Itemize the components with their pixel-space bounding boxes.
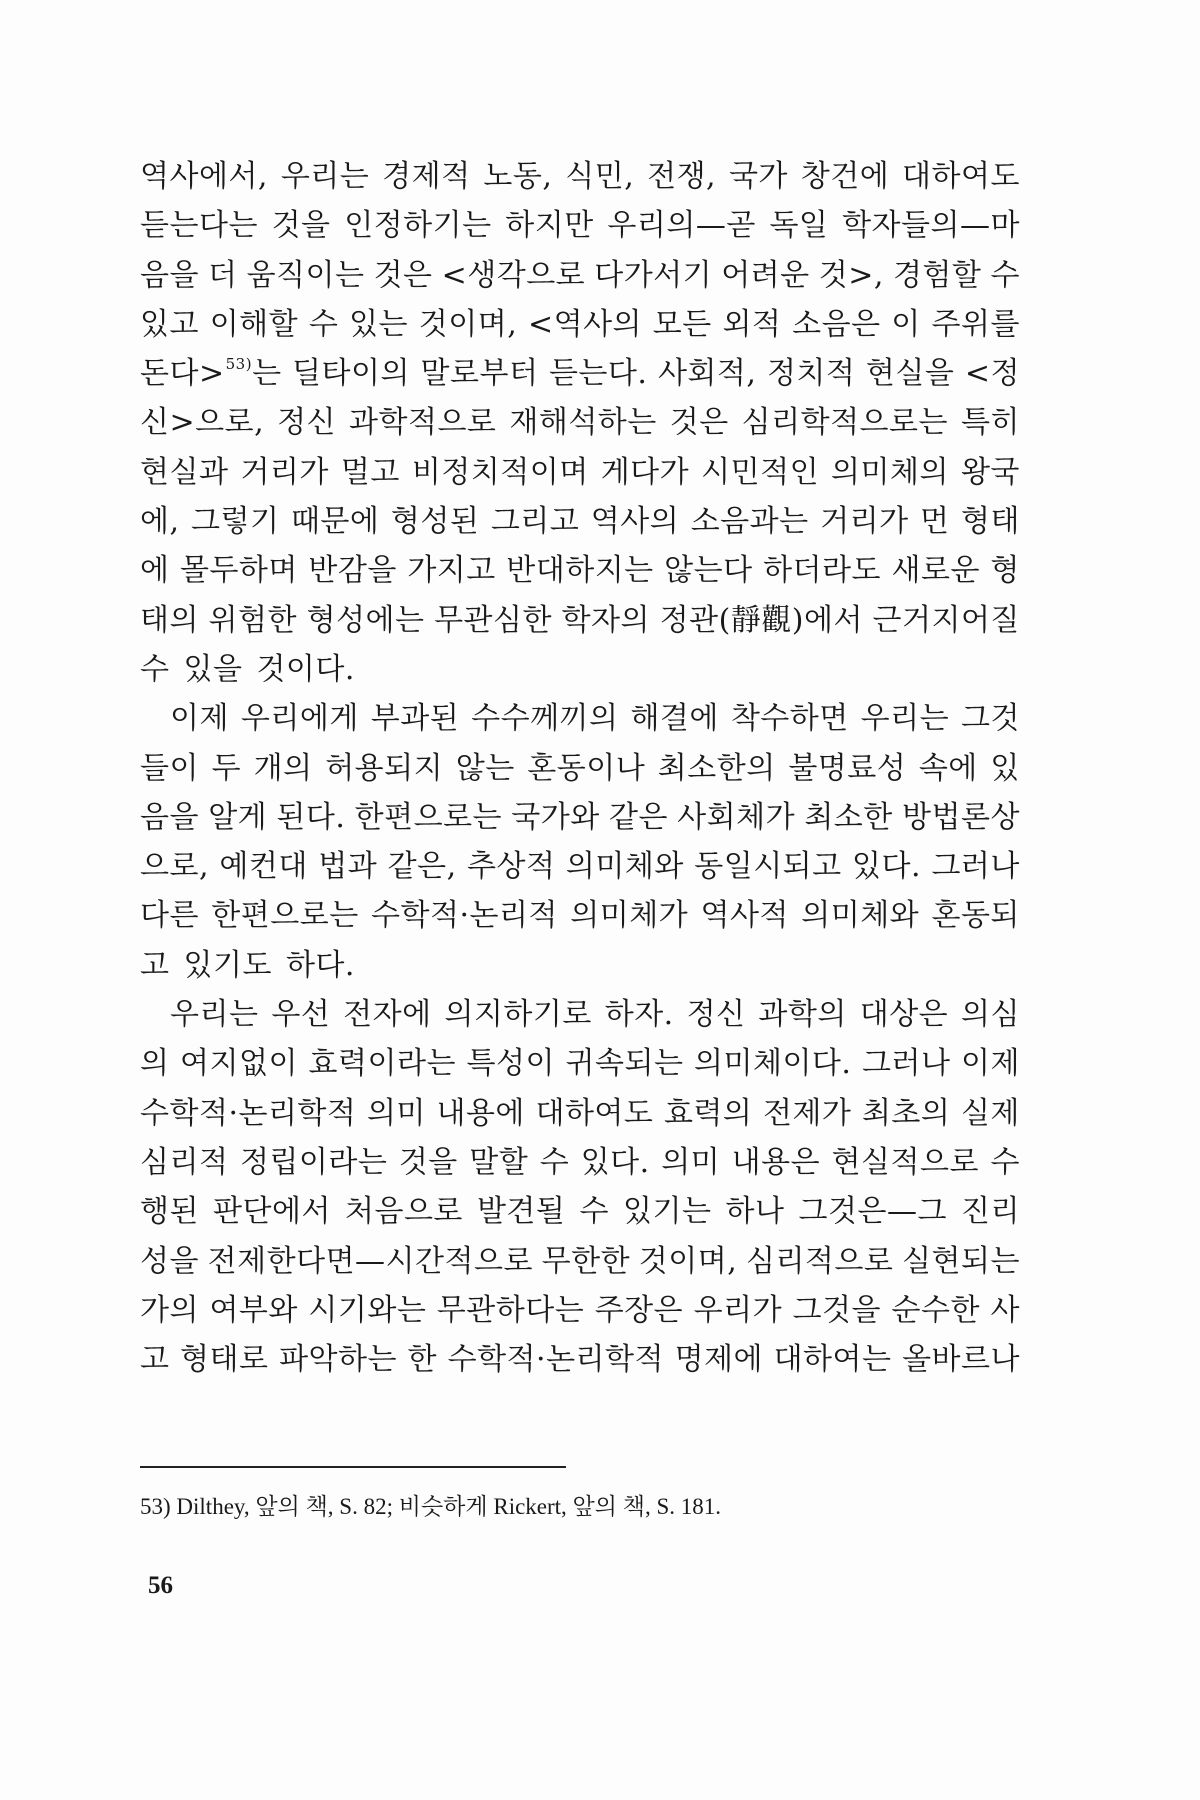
word: 사회체가	[677, 799, 796, 835]
word: 움직이는	[246, 257, 365, 293]
word: 하지만	[505, 208, 594, 244]
word: 의미체와	[801, 898, 920, 934]
word: 대하여도	[535, 1095, 654, 1131]
word: 그것	[961, 701, 1020, 737]
word: 형태로	[180, 1342, 269, 1378]
paragraph	[140, 694, 1020, 990]
word: 역사에서,	[140, 159, 268, 194]
word: 그것은—그	[798, 1194, 947, 1230]
word: 역사의	[590, 504, 680, 540]
word: 돈다>$^{53)}$는	[140, 355, 282, 392]
word: 고	[140, 1342, 170, 1378]
word: 의심	[961, 997, 1020, 1033]
word: 주위를	[931, 306, 1020, 342]
text-line	[140, 891, 1020, 940]
word: 그리고	[490, 504, 580, 540]
word: 것을	[398, 1144, 458, 1180]
word: 최소한	[804, 799, 893, 835]
word: 이	[891, 306, 921, 342]
word: 같은	[608, 799, 668, 835]
text-line	[140, 694, 1020, 743]
word: 무관하다는	[436, 1292, 585, 1328]
word: 정신	[277, 405, 337, 441]
word: 시민적인	[701, 454, 820, 490]
word: 고	[140, 947, 170, 983]
word: 진리	[960, 1194, 1020, 1230]
word: 창건에	[800, 159, 890, 194]
word: 에	[140, 553, 170, 589]
word: 무관심한	[434, 602, 552, 638]
word: 우리는	[860, 701, 950, 737]
word: 가지고	[407, 553, 496, 589]
word: 것이며,	[418, 306, 518, 342]
word: 정립이라는	[239, 1144, 388, 1180]
word: 불명료성	[788, 750, 907, 786]
word: 된다.	[276, 799, 346, 835]
word: <역사의	[527, 306, 643, 342]
word: 한편으로는	[354, 799, 503, 835]
word: 경험할	[892, 257, 982, 293]
word: 효력의	[663, 1095, 753, 1131]
word: 않는다	[664, 553, 753, 589]
word: 의미	[661, 1144, 721, 1180]
word: 착수하면	[730, 701, 849, 737]
word: 것이며,	[638, 1243, 738, 1279]
word: 태의	[140, 602, 199, 638]
word: 법과	[318, 849, 378, 885]
word: 있는	[349, 306, 409, 342]
word: 두	[211, 750, 242, 786]
word: 심리적	[140, 1144, 229, 1180]
paragraph	[140, 152, 1020, 694]
word: 최소한의	[657, 750, 776, 786]
word: 특성이	[466, 1046, 555, 1082]
word: 신>으로,	[140, 405, 265, 441]
word: 우리의—곧	[607, 208, 756, 244]
word: 우리는	[280, 159, 370, 194]
word: 있다.	[852, 849, 922, 885]
word: 학자들의—마	[842, 208, 1020, 244]
word: 허용되지	[325, 750, 444, 786]
word: 인정하기는	[344, 208, 492, 244]
word: 실현되는	[902, 1243, 1020, 1279]
word: 것은	[669, 405, 729, 441]
text-line	[140, 546, 1020, 595]
word: 전쟁,	[647, 159, 717, 194]
word: 사회적,	[657, 356, 757, 392]
word: 반대하지는	[506, 553, 654, 589]
word: 비정치적이며	[411, 454, 589, 490]
word: 추상적	[467, 849, 556, 885]
word: 정신	[686, 997, 746, 1033]
word: 의미체의	[831, 454, 949, 490]
word: 알게	[208, 799, 268, 835]
word: 그것을	[792, 1292, 882, 1328]
footnote-reference[interactable]: 53)	[225, 355, 253, 374]
word: 외적	[722, 306, 782, 342]
word: 하자.	[604, 997, 674, 1033]
text-line	[140, 645, 1020, 694]
word: 때문에	[290, 504, 380, 540]
word: 실제	[960, 1095, 1020, 1131]
word: 않는	[455, 750, 515, 786]
word: 학자의	[561, 602, 651, 638]
word: 효력이라는	[308, 1046, 456, 1082]
text-line	[140, 497, 1020, 546]
word: 현실과	[140, 454, 229, 490]
word: 왕국	[960, 454, 1020, 490]
word: 현실을	[865, 356, 955, 392]
word: 판단에서	[213, 1194, 331, 1230]
word: 가의	[140, 1292, 199, 1328]
word: 있고	[140, 306, 199, 342]
word: 수	[308, 306, 339, 342]
word: 모든	[652, 306, 712, 342]
text-line	[140, 1286, 1020, 1335]
word: 우리가	[693, 1292, 783, 1328]
word: 혼동되	[931, 898, 1020, 934]
word: 발견될	[476, 1194, 566, 1230]
word: 전제한다면—시간적으로	[207, 1243, 533, 1279]
text-line	[140, 941, 1020, 990]
word: 이해할	[209, 306, 299, 342]
word: 수학적·논리학적	[140, 1095, 357, 1131]
word: 하다.	[285, 947, 355, 983]
word: 에,	[140, 504, 180, 540]
word: 부과된	[370, 701, 460, 737]
word: 근거지어질	[872, 602, 1020, 638]
word: 국가	[728, 159, 788, 194]
word: 의지하기로	[444, 997, 592, 1033]
word: 그렇기	[191, 504, 280, 540]
word: 전자에	[343, 997, 432, 1033]
word: 귀속되는	[565, 1046, 684, 1082]
text-line	[140, 300, 1020, 349]
word: 어려운	[721, 257, 810, 293]
word: 독일	[769, 208, 829, 244]
word: 있	[990, 750, 1020, 786]
word: 수	[990, 257, 1020, 293]
word: 재해석하는	[509, 405, 657, 441]
word: 과학의	[758, 997, 847, 1033]
text-line	[140, 349, 1020, 398]
word: <정	[964, 356, 1020, 392]
word: 한	[407, 1342, 438, 1378]
word: 여부와	[209, 1292, 298, 1328]
word: 형태	[961, 504, 1020, 540]
word: 수학적·논리적	[371, 898, 558, 934]
word: <생각으로	[441, 257, 586, 293]
word: 시기와는	[308, 1292, 427, 1328]
footnote-divider	[140, 1466, 566, 1468]
text-line	[140, 596, 1020, 645]
word: 있을	[183, 651, 243, 687]
word: 말할	[469, 1144, 529, 1180]
word: 딜타이의	[292, 356, 410, 392]
word: 심리학적으로는	[741, 405, 949, 441]
word: 듣는다.	[548, 356, 648, 392]
word: 국가와	[511, 799, 600, 835]
text-line	[140, 251, 1020, 300]
text-line	[140, 1138, 1020, 1187]
word: 있다.	[580, 1144, 650, 1180]
word: 것이다.	[256, 651, 355, 687]
word: 있기는	[622, 1194, 712, 1230]
word: 새로운	[891, 553, 980, 589]
word: 최초의	[861, 1095, 951, 1131]
word: 있기도	[183, 947, 272, 983]
text-line	[140, 1237, 1020, 1286]
word: 으로,	[140, 849, 209, 885]
word: 경제적	[382, 159, 471, 194]
word: 이제	[170, 701, 229, 737]
word: 행된	[140, 1194, 199, 1230]
word: 형	[990, 553, 1020, 589]
word: 사	[990, 1292, 1020, 1328]
text-line	[140, 398, 1020, 447]
word: 수	[140, 651, 170, 687]
footnote-53: 53) Dilthey, 앞의 책, S. 82; 비슷하게 Rickert, 앞의 책, S. 181.	[140, 1494, 722, 1519]
text-line	[140, 1187, 1020, 1236]
word: 같은,	[387, 849, 457, 885]
word: 처음으로	[344, 1194, 463, 1230]
word: 역사적	[700, 898, 789, 934]
word: 의미	[366, 1095, 426, 1131]
word: 대하여는	[773, 1342, 892, 1378]
word: 수수께끼의	[471, 701, 619, 737]
word: 하나	[725, 1194, 785, 1230]
word: 내용에	[436, 1095, 525, 1131]
word: 것은	[373, 257, 433, 293]
word: 개의	[253, 750, 313, 786]
body-text	[140, 152, 1020, 1384]
word: 현실적으로	[831, 1144, 979, 1180]
word: 올바르나	[902, 1342, 1020, 1378]
text-line	[140, 1039, 1020, 1088]
word: 그러나	[862, 1046, 951, 1082]
word: 무한한	[541, 1243, 631, 1279]
word: 그러나	[931, 849, 1020, 885]
text-line	[140, 990, 1020, 1039]
word: 우리에게	[240, 701, 359, 737]
text-line	[140, 793, 1020, 842]
word: 해결에	[630, 701, 719, 737]
word: 듣는다는	[140, 208, 258, 244]
word: 게다가	[600, 454, 690, 490]
word: 정관(靜觀)에서	[659, 602, 863, 638]
text-line	[140, 152, 1020, 201]
word: 대상은	[859, 997, 949, 1033]
word: 다른	[140, 898, 199, 934]
word: 의미체가	[570, 898, 689, 934]
word: 동일시되고	[694, 849, 842, 885]
word: 우리는	[170, 997, 259, 1033]
word: 하더라도	[763, 553, 881, 589]
word: 의미체와	[565, 849, 684, 885]
text-line	[140, 201, 1020, 250]
word: 더	[208, 257, 238, 293]
word: 거리가	[240, 454, 329, 490]
word: 먼	[920, 504, 950, 540]
word: 주장은	[594, 1292, 684, 1328]
word: 내용은	[731, 1144, 821, 1180]
word: 여지없이	[180, 1046, 298, 1082]
text-line	[140, 744, 1020, 793]
paragraph	[140, 990, 1020, 1384]
word: 몰두하며	[179, 553, 298, 589]
word: 수학적·논리학적	[447, 1342, 664, 1378]
word: 음을	[140, 799, 199, 835]
text-line	[140, 1089, 1020, 1138]
word: 명제에	[674, 1342, 764, 1378]
word: 음을	[140, 257, 199, 293]
word: 거리가	[820, 504, 909, 540]
word: 속에	[918, 750, 978, 786]
word: 성을	[140, 1243, 199, 1279]
word: 우선	[271, 997, 331, 1033]
word: 것을	[271, 208, 331, 244]
word: 순수한	[891, 1292, 980, 1328]
word: 말로부터	[420, 356, 539, 392]
word: 심리적으로	[745, 1243, 894, 1279]
word: 형성에는	[306, 602, 425, 638]
word: 수	[539, 1144, 570, 1180]
text-line	[140, 448, 1020, 497]
word: 대하여도	[902, 159, 1020, 194]
word: 것>,	[818, 257, 884, 293]
word: 한편으로는	[211, 898, 359, 934]
word: 다가서기	[594, 257, 713, 293]
word: 노동,	[483, 159, 553, 194]
word: 위험한	[208, 602, 297, 638]
text-line	[140, 1335, 1020, 1384]
word: 예컨대	[219, 849, 308, 885]
word: 전제가	[762, 1095, 852, 1131]
word: 의미체이다.	[694, 1046, 852, 1082]
word: 혼동이나	[527, 750, 646, 786]
page-number: 56	[148, 1572, 173, 1599]
word: 파악하는	[279, 1342, 397, 1378]
word: 이제	[961, 1046, 1020, 1082]
word: 소음과는	[690, 504, 809, 540]
word: 들이	[140, 750, 199, 786]
word: 수	[579, 1194, 609, 1230]
text-line	[140, 842, 1020, 891]
word: 의	[140, 1046, 170, 1082]
word: 정치적	[766, 356, 856, 392]
word: 방법론상	[902, 799, 1020, 835]
word: 수	[990, 1144, 1020, 1180]
word: 소음은	[792, 306, 881, 342]
word: 특히	[960, 405, 1020, 441]
word: 반감을	[308, 553, 397, 589]
word: 멀고	[340, 454, 400, 490]
word: 형성된	[390, 504, 480, 540]
word: 과학적으로	[349, 405, 497, 441]
word: 식민,	[565, 159, 635, 194]
